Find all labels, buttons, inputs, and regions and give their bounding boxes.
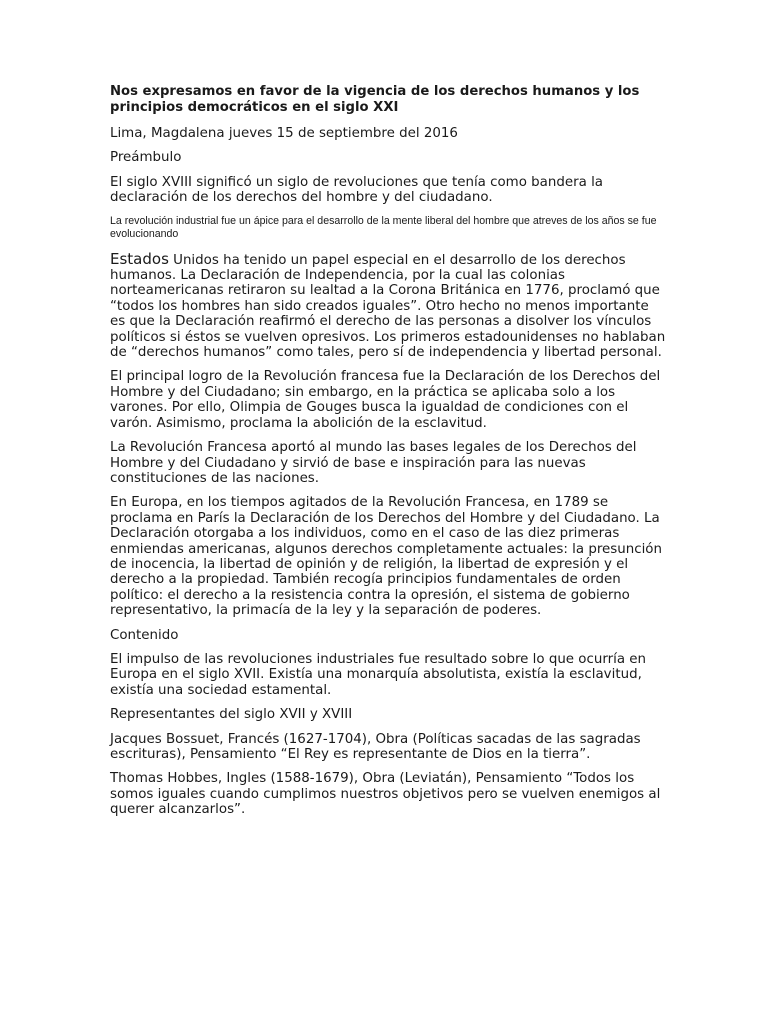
place-date: Lima, Magdalena jueves 15 de septiembre del 2016: [110, 126, 458, 141]
note-revolucion-industrial: La revolución industrial fue un ápice para el desarrollo de la mente liberal del hombre que atreves de los años se fue evolucionando: [110, 214, 657, 241]
document-title: Nos expresamos en favor de la vigencia de los derechos humanos y los principios democráticos en el siglo XXI: [110, 84, 640, 115]
paragraph-siglo-xviii: El siglo XVIII significó un siglo de revoluciones que tenía como bandera la declaración de los derechos del hombre y del ciudadano.: [110, 174, 604, 206]
heading-preambulo: Preámbulo: [110, 150, 182, 166]
paragraph-impulso: El impulso de las revoluciones industriales fue resultado sobre lo que ocurría en Europa en el siglo XVII. Existía una monarquía absolutista, existía la esclavitud, existía una sociedad estamental.: [110, 651, 647, 698]
first-word: Estados: [110, 249, 169, 268]
paragraph-body: Unidos ha tenido un papel especial en el desarrollo de los derechos humanos. La Declaración de Independencia, por la cual las colonias norteamericanas retiraron su lealtad a la Corona Británica en 1776, proclamó que “todos los hombres han sido creados iguales”. Otro hecho no menos importante es que la Declaración reafirmó el derecho de las personas a disolver los vínculos políticos si éstos se vuelven opresivos. Los primeros estadounidenses no hablaban de “derechos humanos” como tales, pero sí de independencia y libertad personal.: [110, 252, 666, 361]
paragraph-revolucion-francesa-logro: El principal logro de la Revolución francesa fue la Declaración de los Derechos del Hombre y del Ciudadano; sin embargo, en la práctica se aplicaba solo a los varones. Por ello, Olimpia de Gouges busca la igualdad de condiciones con el varón. Asimismo, proclama la abolición de la esclavitud.: [110, 369, 661, 431]
heading-representantes: Representantes del siglo XVII y XVIII: [110, 707, 353, 723]
paragraph-hobbes: Thomas Hobbes, Ingles (1588-1679), Obra (Leviatán), Pensamiento “Todos los somos iguales cuando cumplimos nuestros objetivos pero se vuelven enemigos al querer alcanzarlos”.: [110, 771, 661, 818]
paragraph-europa-1789: En Europa, en los tiempos agitados de la Revolución Francesa, en 1789 se proclama en París la Declaración de los Derechos del Hombre y del Ciudadano. La Declaración otorgaba a los individuos, como en el caso de las diez primeras enmiendas americanas, algunos derechos completamente actuales: la presunción de inocencia, la libertad de opinión y de religión, la libertad de expresión y el derecho a la propiedad. También recogía principios fundamentales de orden político: el derecho a la resistencia contra la opresión, el sistema de gobierno representativo, la primacía de la ley y la separación de poderes.: [110, 495, 662, 619]
paragraph-bossuet: Jacques Bossuet, Francés (1627-1704), Obra (Políticas sacadas de las sagradas escrituras), Pensamiento “El Rey es representante de Dios en la tierra”.: [110, 731, 641, 762]
heading-contenido: Contenido: [110, 627, 179, 643]
paragraph-revolucion-francesa-aporte: La Revolución Francesa aportó al mundo las bases legales de los Derechos del Hombre y del Ciudadano y sirvió de base e inspiración para las nuevas constituciones de las naciones.: [110, 440, 637, 486]
paragraph-estados-unidos: [110, 249, 668, 361]
